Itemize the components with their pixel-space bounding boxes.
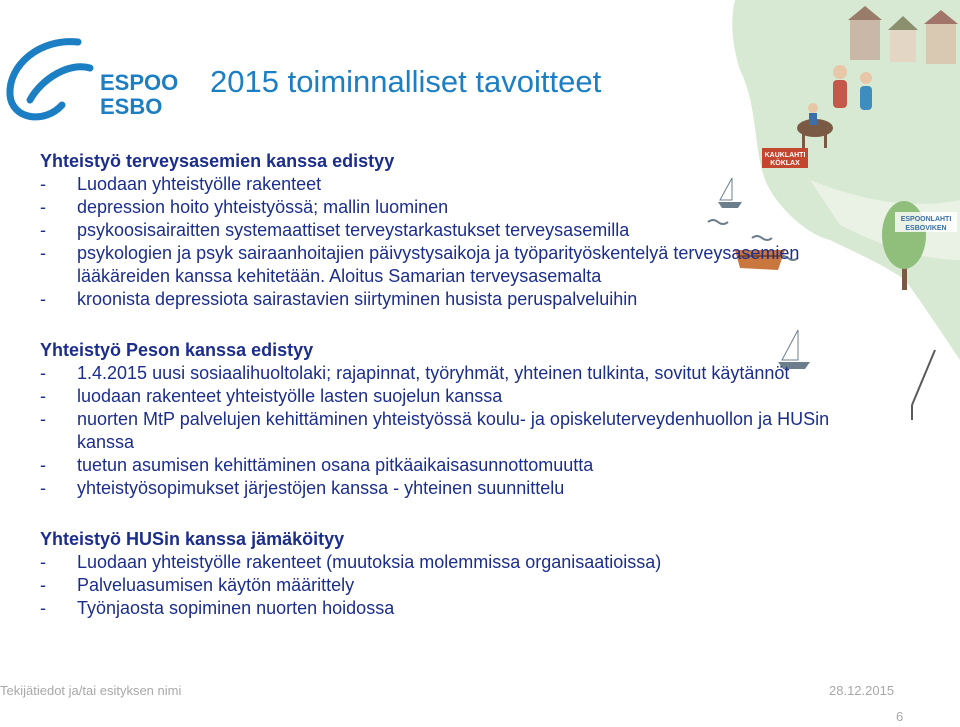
list-item-text: yhteistyösopimukset järjestöjen kanssa - yhteinen suunnittelu — [77, 478, 565, 498]
list-dash: - — [40, 409, 46, 429]
sign-kauklahti-line1: KAUKLAHTI — [764, 152, 806, 159]
section-health-centers — [40, 150, 840, 311]
list-item — [40, 551, 840, 574]
list-item-text: nuorten MtP palvelujen kehittäminen yhteistyössä koulu- ja opiskeluterveydenhuollon ja HUSin kanssa — [77, 409, 830, 452]
list-dash: - — [40, 363, 46, 383]
list-dash: - — [40, 386, 46, 406]
list-item — [40, 454, 840, 477]
list-item-text: Palveluasumisen käytön määrittely — [77, 575, 355, 595]
list-dash: - — [40, 243, 46, 263]
section-hus — [40, 528, 840, 620]
fishing-rod-icon — [912, 350, 935, 420]
list-item — [40, 219, 840, 242]
list-item — [40, 385, 840, 408]
list-item — [40, 597, 840, 620]
list-item-text: Työnjaosta sopiminen nuorten hoidossa — [77, 598, 395, 618]
list-dash: - — [40, 552, 46, 572]
list-dash: - — [40, 598, 46, 618]
sign-kauklahti-line2: KÖKLAX — [770, 160, 800, 167]
list-item — [40, 408, 840, 454]
section-heading: Yhteistyö Peson kanssa edistyy — [40, 340, 314, 360]
list-item-text: psykoosisairaitten systemaattiset terveystarkastukset terveysasemilla — [77, 220, 630, 240]
list-item-text: depression hoito yhteistyössä; mallin luominen — [77, 197, 449, 217]
list-item — [40, 574, 840, 597]
sign-espoonlahti — [895, 212, 957, 232]
list-dash: - — [40, 455, 46, 475]
sign-espoonlahti-line1: ESPOONLAHTI — [900, 216, 952, 223]
list-item — [40, 196, 840, 219]
list-item-text: kroonista depressiota sairastavien siirtyminen husista peruspalveluihin — [77, 289, 638, 309]
sign-espoonlahti-line2: ESBOVIKEN — [905, 225, 947, 232]
list-item — [40, 477, 840, 500]
list-dash: - — [40, 289, 46, 309]
list-item-text: psykologien ja psyk sairaanhoitajien päivystysaikoja ja työparityöskentelyä terveysasemien lääkäreiden kanssa kehitetään. Aloitus Samarian terveysasemalta — [77, 243, 800, 286]
footer-author: Tekijätiedot ja/tai esityksen nimi — [0, 683, 182, 698]
logo-text-esbo: ESBO — [100, 94, 163, 119]
content-area — [40, 150, 840, 648]
list-item — [40, 362, 840, 385]
list-item — [40, 288, 840, 311]
list-dash: - — [40, 197, 46, 217]
logo-swirl-icon — [10, 42, 90, 117]
list-item-text: Luodaan yhteistyölle rakenteet — [77, 174, 322, 194]
section-peso — [40, 339, 840, 500]
footer-date: 28.12.2015 — [829, 683, 895, 698]
espoo-esbo-logo — [0, 20, 200, 130]
list-item — [40, 173, 840, 196]
section-heading: Yhteistyö terveysasemien kanssa edistyy — [40, 151, 395, 171]
list-item-text: 1.4.2015 uusi sosiaalihuoltolaki; rajapinnat, työryhmät, yhteinen tulkinta, sovitut käytännöt — [77, 363, 790, 383]
list-dash: - — [40, 478, 46, 498]
list-item-text: Luodaan yhteistyölle rakenteet (muutoksia molemmissa organisaatioissa) — [77, 552, 662, 572]
section-heading: Yhteistyö HUSin kanssa jämäköityy — [40, 529, 345, 549]
list-dash: - — [40, 220, 46, 240]
list-item-text: tuetun asumisen kehittäminen osana pitkäaikaisasunnottomuutta — [77, 455, 594, 475]
list-dash: - — [40, 174, 46, 194]
list-item — [40, 242, 840, 288]
list-item-text: luodaan rakenteet yhteistyölle lasten suojelun kanssa — [77, 386, 503, 406]
list-dash: - — [40, 575, 46, 595]
page-number: 6 — [896, 709, 904, 724]
page-title: 2015 toiminnalliset tavoitteet — [210, 64, 602, 99]
logo-text-espoo: ESPOO — [100, 70, 179, 95]
